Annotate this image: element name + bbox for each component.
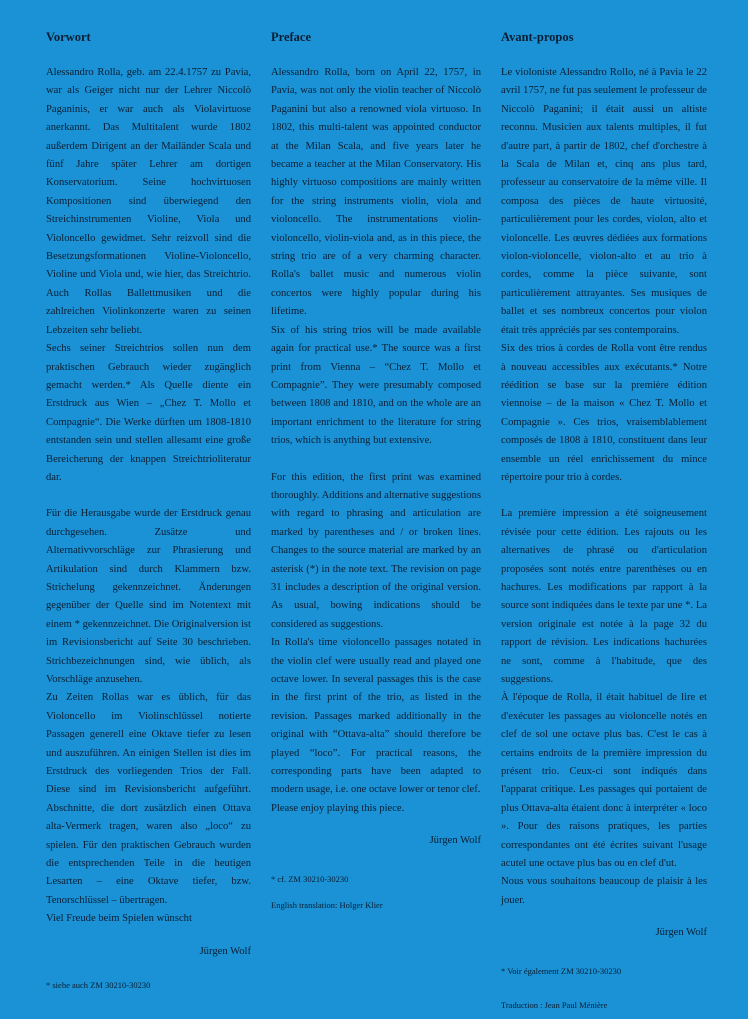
german-paragraph: Sechs seiner Streichtrios sollen nun dem praktischen Gebrauch wieder zugänglich gemacht werden.* Als Quelle diente ein Erstdruck aus Wien – „Chez T. Mollo et Compagnie“. Die Werke dürften um 1808-1810 entstanden sein und stellen allesamt eine große Bereicherung der knappen Streichtrioliteratur dar. [46, 343, 251, 483]
german-column [46, 28, 251, 991]
german-body [46, 64, 251, 929]
french-heading: Avant-propos [501, 30, 574, 44]
german-paragraph: Zu Zeiten Rollas war es üblich, für das Violoncello im Violinschlüssel notierte Passagen generell eine Oktave tiefer zu lesen und auszuführen. An einigen Stellen ist dies im Erstdruck des vorliegenden Trios der Fall. Diese sind im Revisionsbericht aufgeführt. Abschnitte, die dort zusätzlich einen Ottava alta-Vermerk tragen, waren also „loco“ zu spielen. Für den praktischen Gebrauch wurden die entsprechenden Teile in die heutigen Lesarten – eine Oktave tiefer, bzw. Tenorschlüssel – übertragen. [46, 692, 251, 906]
french-signature: Jürgen Wolf [655, 927, 707, 939]
english-paragraph: For this edition, the first print was examined thoroughly. Additions and alternative suggestions with regard to phrasing and articulation are marked by parentheses and / or broken lines. Changes to the source material are marked by an asterisk (*) in the note text. The revision on page 31 includes a description of the original version. As usual, bowing indications should be considered as suggestions. [271, 471, 481, 630]
french-paragraph: La première impression a été soigneusement révisée pour cette édition. Les rajouts ou les alternatives de phrasé ou d'articulation proposées sont notés entre parenthèses ou en hachures. Les modifications par rapport à la source sont indiquées dans le texte par une *. La version originale est notée à la page 32 du rapport de révision. Les indications hachurées ne sont, comme à l'habitude, que des suggestions. [501, 508, 707, 685]
german-footnote: * siehe auch ZM 30210-30230 [46, 980, 151, 991]
english-paragraph: Please enjoy playing this piece. [271, 802, 405, 814]
english-paragraph: Alessandro Rolla, born on April 22, 1757, in Pavia, was not only the violin teacher of Niccolò Paganini but also a renowned viola virtuoso. In 1802, this multi-talent was appointed conductor at the Milan Scala, and five years later he became a teacher at the Milan Conservatory. His highly virtuoso compositions are mainly written for the string instruments violin, viola and violoncello. The instrumentations violin-violoncello, violin-viola and, as in this piece, the string trio are of a very charming character. Rolla's ballet music and numerous violin concertos were highly popular during his lifetime. [271, 67, 481, 318]
english-paragraph: Six of his string trios will be made available again for practical use.* The source was a first print from Vienna – “Chez T. Mollo et Compagnie”. They were presumably composed between 1808 and 1810, and on the whole are an important enrichment to the literature for string trios, which is anything but extensive. [271, 324, 481, 447]
french-paragraph: Six des trios à cordes de Rolla vont être rendus à nouveau accessibles aux exécutants.* Notre réédition se base sur la première édition viennoise – de la maison « Chez T. Mollo et Compagnie ». Ces trios, vraisemblablement composés de 1808 à 1810, constituent dans leur ensemble un réel enrichissement du mince répertoire pour trio à cordes. [501, 343, 707, 483]
french-footnote: * Voir également ZM 30210-30230 [501, 965, 622, 976]
german-paragraph: Alessandro Rolla, geb. am 22.4.1757 zu Pavia, war als Geiger nicht nur der Lehrer Niccolò Paganinis, er war auch als Violavirtuose anerkannt. Das Multitalent wurde 1802 außerdem Dirigent an der Mailänder Scala und fünf Jahre später Lehrer am dortigen Konservatorium. Seine hochvirtuosen Kompositionen sind überwiegend den Streichinstrumenten Violine, Viola und Violoncello gewidmet. Sehr reizvoll sind die Besetzungsformationen Violine-Violoncello, Violine und Viola und, wie hier, das Streichtrio. Auch Rollas Ballettmusiken und die zahlreichen Violinkonzerte waren zu seinen Lebzeiten sehr beliebt. [46, 67, 251, 336]
german-heading: Vorwort [46, 30, 91, 44]
french-paragraph: À l'époque de Rolla, il était habituel de lire et d'exécuter les passages au violoncelle notés en clef de sol une octave plus bas. C'est le cas à certains endroits de la première impression du présent trio. Ceux-ci sont indiqués dans l'apparat critique. Les passages qui portaient de plus Ottava-alta étaient donc à interpréter « loco ». Pour des raisons pratiques, les parties correspondantes ont été écrites suivant l'usage acutel une octave plus bas ou en clef d'ut. [501, 692, 707, 870]
english-heading: Preface [271, 30, 312, 44]
english-footnote: * cf. ZM 30210-30230 [271, 873, 349, 884]
french-column [501, 28, 707, 1019]
english-body [271, 64, 481, 818]
english-column [271, 28, 481, 919]
french-paragraph: Le violoniste Alessandro Rollo, né à Pavia le 22 avril 1757, ne fut pas seulement le professeur de Niccolò Paganini; il était aussi un altiste reconnu. Musicien aux talents multiples, il fut d'autre part, à partir de 1802, chef d'orchestre à la Scala de Milan et, cinq ans plus tard, professeur au conservatoire de la même ville. Il composa des pièces de haute virtuosité, particulièrement pour les cordes, violon, alto et violoncelle. Les œuvres dédiées aux formations violon-violoncelle, violon-alto et au trio à cordes, comme la pièce suivante, sont particulièrement attrayantes. Ses musiques de ballet et ses nombreux concertos pour violon était très appréciés par ses contemporains. [501, 67, 707, 336]
french-body [501, 64, 707, 910]
french-paragraph: Nous vous souhaitons beaucoup de plaisir à les jouer. [501, 876, 707, 906]
english-translation-credit: English translation: Holger Klier [271, 899, 383, 910]
french-translation-credit: Traduction : Jean Paul Ménière [501, 999, 608, 1010]
german-signature: Jürgen Wolf [199, 945, 251, 957]
english-signature: Jürgen Wolf [429, 835, 481, 847]
german-paragraph: Für die Herausgabe wurde der Erstdruck genau durchgesehen. Zusätze und Alternativvorschläge zur Phrasierung und Artikulation sind durch Klammern bzw. Strichelung gekennzeichnet. Änderungen gegenüber der Quelle sind im Notentext mit einem * gekennzeichnet. Die Originalversion ist im Revisionsbericht auf Seite 30 beschrieben. Strichbezeichnungen sind, wie üblich, als Vorschläge anzusehen. [46, 508, 251, 685]
german-paragraph: Viel Freude beim Spielen wünscht [46, 913, 192, 925]
english-paragraph: In Rolla's time violoncello passages notated in the violin clef were usually read and played one octave lower. In several passages this is the case in the first print of the trio, as listed in the revision. Passages marked additionally in the original with “Ottava-alta” should therefore be played “loco”. For practical reasons, the corresponding parts have been adapted to modern usage, i.e. one octave lower or tenor clef. [271, 637, 481, 796]
